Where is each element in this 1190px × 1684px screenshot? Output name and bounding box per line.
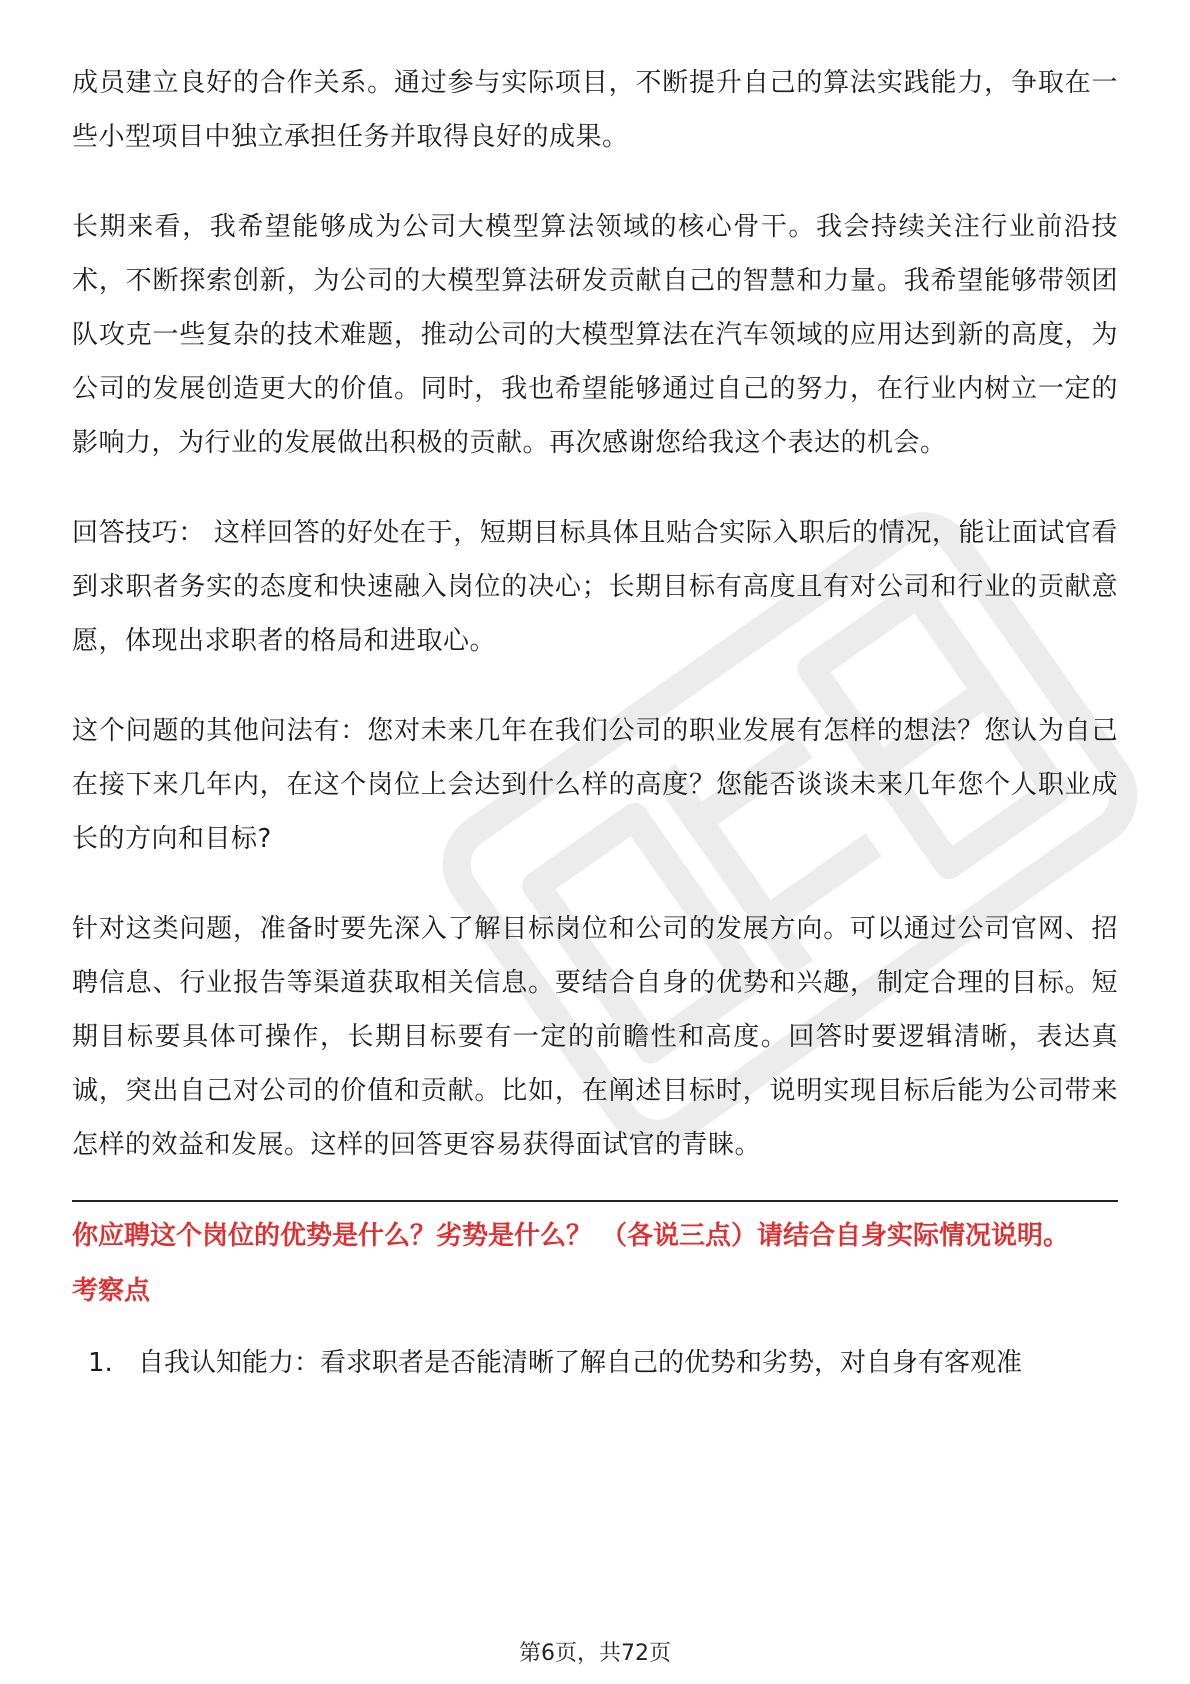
paragraph-cooperation: 成员建立良好的合作关系。通过参与实际项目，不断提升自己的算法实践能力，争取在一些小型项目中独立承担任务并取得良好的成果。	[72, 68, 1118, 152]
question-heading: 你应聘这个岗位的优势是什么？劣势是什么？ （各说三点）请结合自身实际情况说明。	[72, 1221, 1070, 1251]
assessment-points-list	[72, 1336, 1118, 1390]
paragraph-long-term-goals: 长期来看，我希望能够成为公司大模型算法领域的核心骨干。我会持续关注行业前沿技术，不断探索创新，为公司的大模型算法研发贡献自己的智慧和力量。我希望能够带领团队攻克一些复杂的技术难题，推动公司的大模型算法在汽车领域的应用达到新的高度，为公司的发展创造更大的价值。同时，我也希望能够通过自己的努力，在行业内树立一定的影响力，为行业的发展做出积极的贡献。再次感谢您给我这个表达的机会。	[72, 212, 1118, 458]
section-label-assessment: 考察点	[72, 1276, 151, 1306]
page-content	[72, 56, 1118, 1390]
page-footer: 第6页，共72页	[519, 1641, 671, 1666]
paragraph-preparation-advice: 针对这类问题，准备时要先深入了解目标岗位和公司的发展方向。可以通过公司官网、招聘信息、行业报告等渠道获取相关信息。要结合自身的优势和兴趣，制定合理的目标。短期目标要具体可操作，长期目标要有一定的前瞻性和高度。回答时要逻辑清晰，表达真诚，突出自己对公司的价值和贡献。比如，在阐述目标时，说明实现目标后能为公司带来怎样的效益和发展。这样的回答更容易获得面试官的青睐。	[72, 914, 1118, 1160]
list-item-text: 自我认知能力：看求职者是否能清晰了解自己的优势和劣势，对自身有客观准	[138, 1348, 1023, 1378]
paragraph-answer-tips: 回答技巧： 这样回答的好处在于，短期目标具体且贴合实际入职后的情况，能让面试官看到求职者务实的态度和快速融入岗位的决心；长期目标有高度且有对公司和行业的贡献意愿，体现出求职者的格局和进取心。	[72, 518, 1118, 656]
section-divider	[72, 1200, 1118, 1202]
paragraph-alternative-questions: 这个问题的其他问法有：您对未来几年在我们公司的职业发展有怎样的想法？您认为自己在接下来几年内，在这个岗位上会达到什么样的高度？您能否谈谈未来几年您个人职业成长的方向和目标?	[72, 716, 1118, 854]
list-item	[72, 1336, 1118, 1390]
list-item-number: 1.	[88, 1348, 113, 1378]
